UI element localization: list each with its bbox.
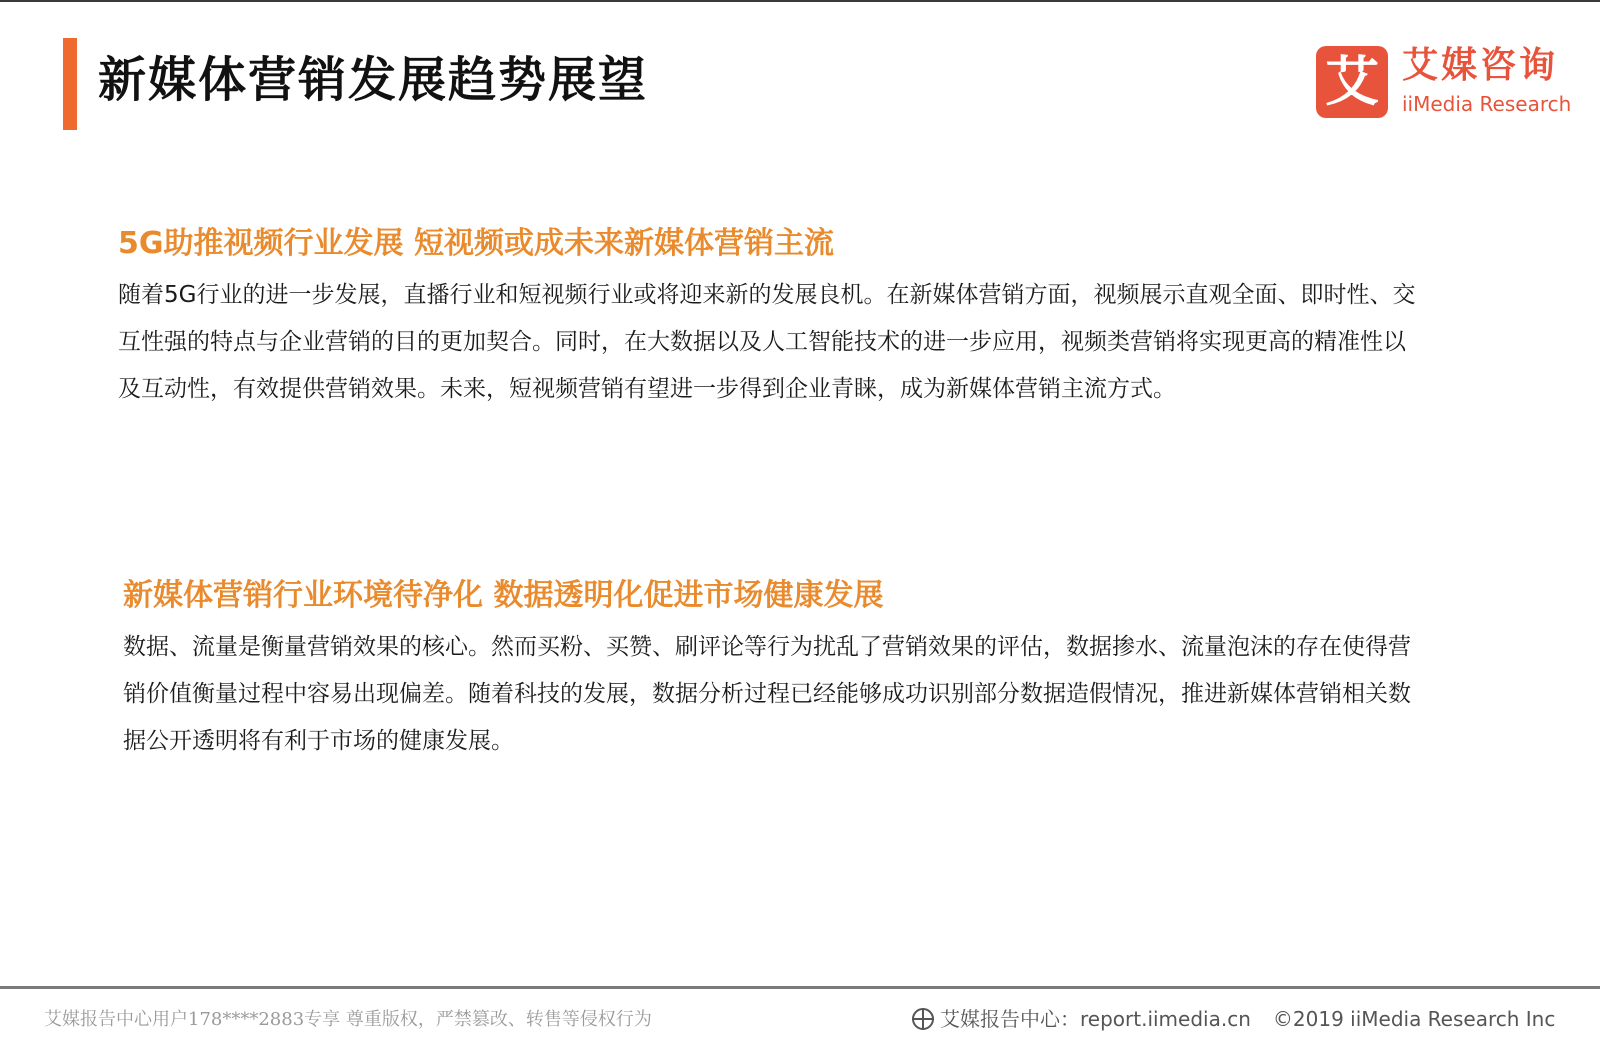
title-accent-bar xyxy=(63,38,77,130)
footer-copyright: ©2019 iiMedia Research Inc xyxy=(1272,1007,1556,1031)
section-body: 随着5G行业的进一步发展，直播行业和短视频行业或将迎来新的发展良机。在新媒体营销方面，视频展示直观全面、即时性、交互性强的特点与企业营销的目的更加契合。同时，在大数据以及人工智能技术的进一步应用，视频类营销将实现更高的精准性以及互动性，有效提供营销效果。未来，短视频营销有望进一步得到企业青睐，成为新媒体营销主流方式。 xyxy=(118,282,1416,402)
section-body: 数据、流量是衡量营销效果的核心。然而买粉、买赞、刷评论等行为扰乱了营销效果的评估，数据掺水、流量泡沫的存在使得营销价值衡量过程中容易出现偏差。随着科技的发展，数据分析过程已经能够成功识别部分数据造假情况，推进新媒体营销相关数据公开透明将有利于市场的健康发展。 xyxy=(123,634,1411,754)
logo-name-en: iiMedia Research xyxy=(1402,92,1572,116)
page-title: 新媒体营销发展趋势展望 xyxy=(98,52,649,108)
footer-divider xyxy=(0,986,1600,989)
footer-info xyxy=(912,1006,1555,1032)
section-5g-video xyxy=(118,222,1418,413)
section-heading: 5G助推视频行业发展 短视频或成未来新媒体营销主流 xyxy=(118,226,834,261)
top-divider xyxy=(0,0,1600,2)
footer-watermark: 艾媒报告中心用户178****2883专享 尊重版权，严禁篡改、转售等侵权行为 xyxy=(44,1009,652,1030)
section-heading: 新媒体营销行业环境待净化 数据透明化促进市场健康发展 xyxy=(123,578,884,613)
section-data-transparency xyxy=(123,574,1423,765)
logo-name-cn: 艾媒咨询 xyxy=(1402,45,1559,86)
iimedia-logo xyxy=(1316,44,1576,120)
logo-mark-icon: 艾 xyxy=(1316,46,1388,118)
footer-site[interactable]: 艾媒报告中心：report.iimedia.cn xyxy=(940,1007,1251,1031)
globe-icon xyxy=(912,1008,934,1030)
